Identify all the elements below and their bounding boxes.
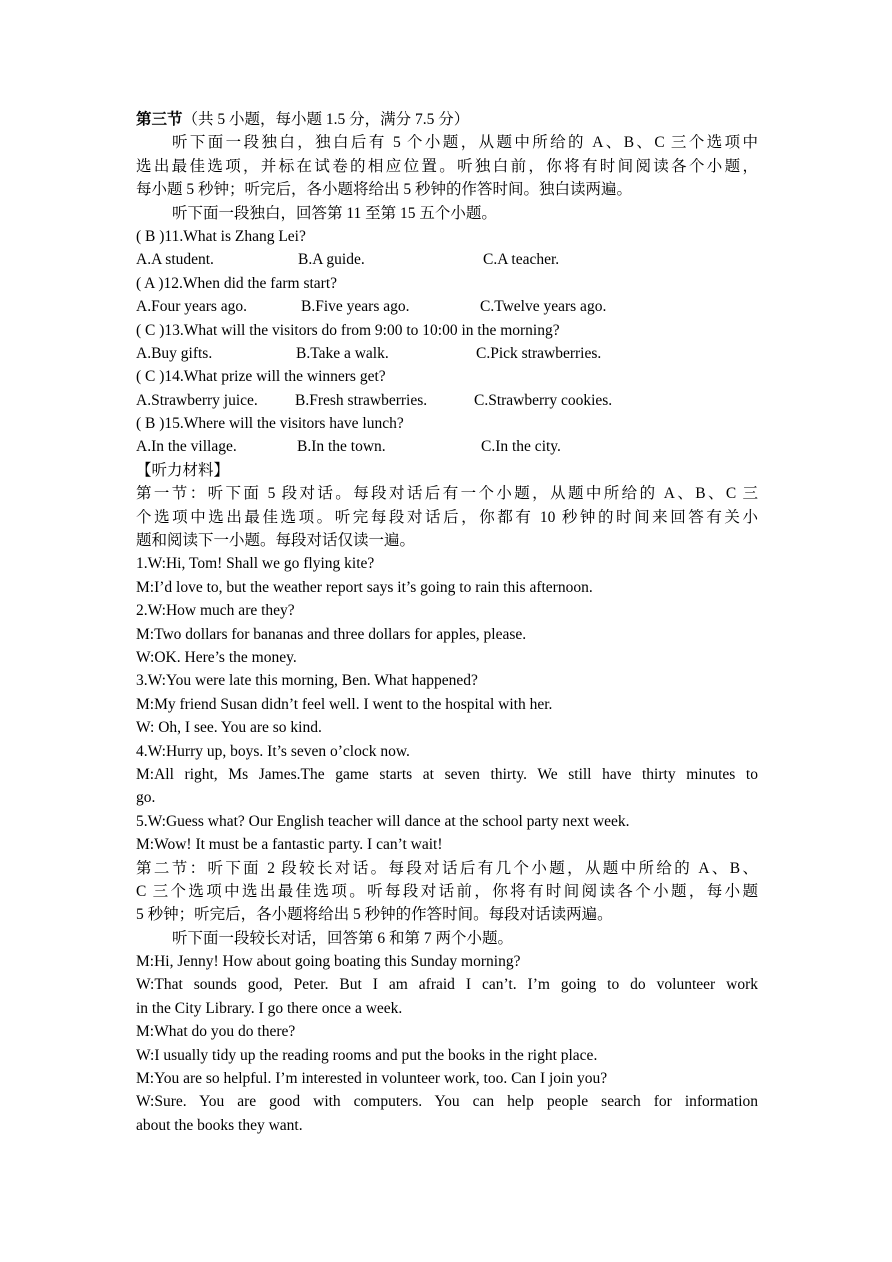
part1-instruction-line: 题和阅读下一小题。每段对话仅读一遍。	[136, 532, 416, 550]
dialogue-line: 1.W:Hi, Tom! Shall we go flying kite?	[136, 555, 375, 573]
dialogue-line: 2.W:How much are they?	[136, 602, 295, 620]
option-a: A.Strawberry juice.	[136, 391, 258, 409]
option-b: B.In the town.	[297, 438, 386, 456]
option-c: C.A teacher.	[483, 251, 560, 269]
option-a: A.In the village.	[136, 438, 237, 456]
question-11-options	[136, 248, 758, 271]
option-c: C.Twelve years ago.	[480, 298, 607, 316]
dialogue-line: go.	[136, 789, 156, 807]
part1-instruction-line: 第一节：听下面 5 段对话。每段对话后有一个小题，从题中所给的 A、B、C 三	[136, 485, 758, 503]
dialogue-line: 3.W:You were late this morning, Ben. What happened?	[136, 672, 478, 690]
question-11: ( B )11.What is Zhang Lei?	[136, 227, 306, 245]
option-a: A.Four years ago.	[136, 298, 248, 316]
option-a: A.Buy gifts.	[136, 344, 213, 362]
option-b: B.A guide.	[298, 251, 365, 269]
section3-heading-bold: 第三节	[136, 111, 183, 128]
section3-instruction-line: 听下面一段独白，独白后有 5 个小题，从题中所给的 A、B、C 三个选项中	[172, 134, 758, 152]
section3-heading	[136, 108, 758, 131]
section3-sub-instruction: 听下面一段独白，回答第 11 至第 15 五个小题。	[172, 204, 497, 222]
dialogue-line: W:That sounds good, Peter. But I am afraid I can’t. I’m going to do volunteer work	[136, 976, 758, 994]
dialogue-line: M:I’d love to, but the weather report says it’s going to rain this afternoon.	[136, 578, 593, 596]
dialogue-line: M:What do you do there?	[136, 1023, 296, 1041]
option-b: B.Fresh strawberries.	[295, 391, 428, 409]
dialogue-line: about the books they want.	[136, 1116, 303, 1134]
section3-instruction-line: 选出最佳选项，并标在试卷的相应位置。听独白前，你将有时间阅读各个小题，	[136, 157, 758, 175]
dialogue-line: M:You are so helpful. I’m interested in volunteer work, too. Can I join you?	[136, 1070, 608, 1088]
section3-instruction-line: 每小题 5 秒钟；听完后，各小题将给出 5 秒钟的作答时间。独白读两遍。	[136, 181, 633, 199]
material-heading: 【听力材料】	[136, 461, 230, 479]
question-14: ( C )14.What prize will the winners get?	[136, 368, 386, 386]
question-13-options	[136, 342, 758, 365]
dialogue-line: W:OK. Here’s the money.	[136, 648, 297, 666]
question-15-options	[136, 435, 758, 458]
dialogue-line: in the City Library. I go there once a week.	[136, 999, 403, 1017]
dialogue-line: W:I usually tidy up the reading rooms and put the books in the right place.	[136, 1046, 598, 1064]
option-c: C.In the city.	[481, 438, 561, 456]
dialogue-line: 4.W:Hurry up, boys. It’s seven o’clock now.	[136, 742, 410, 760]
part1-instruction-line: 个选项中选出最佳选项。听完每段对话后，你都有 10 秒钟的时间来回答有关小	[136, 508, 758, 526]
question-15: ( B )15.Where will the visitors have lunch?	[136, 415, 404, 433]
section3-heading-rest: （共 5 小题，每小题 1.5 分，满分 7.5 分）	[182, 111, 470, 128]
part2-sub-instruction: 听下面一段较长对话，回答第 6 和第 7 两个小题。	[172, 929, 514, 947]
dialogue-line: 5.W:Guess what? Our English teacher will dance at the school party next week.	[136, 812, 630, 830]
dialogue-line: W:Sure. You are good with computers. You can help people search for information	[136, 1093, 758, 1111]
dialogue-line: M:All right, Ms James.The game starts at seven thirty. We still have thirty minutes to	[136, 765, 758, 783]
option-c: C.Pick strawberries.	[476, 344, 602, 362]
option-b: B.Five years ago.	[301, 298, 410, 316]
question-14-options	[136, 389, 758, 412]
dialogue-line: M:Wow! It must be a fantastic party. I can’t wait!	[136, 836, 443, 854]
part2-instruction-line: 第二节：听下面 2 段较长对话。每段对话后有几个小题，从题中所给的 A、B、	[136, 859, 758, 877]
option-c: C.Strawberry cookies.	[474, 391, 613, 409]
dialogue-line: M:Two dollars for bananas and three dollars for apples, please.	[136, 625, 527, 643]
dialogue-line: W: Oh, I see. You are so kind.	[136, 719, 322, 737]
part2-instruction-line: C 三个选项中选出最佳选项。听每段对话前，你将有时间阅读各个小题，每小题	[136, 882, 758, 900]
dialogue-line: M:My friend Susan didn’t feel well. I went to the hospital with her.	[136, 695, 553, 713]
part2-instruction-line: 5 秒钟；听完后，各小题将给出 5 秒钟的作答时间。每段对话读两遍。	[136, 906, 613, 924]
question-13: ( C )13.What will the visitors do from 9:00 to 10:00 in the morning?	[136, 321, 560, 339]
dialogue-line: M:Hi, Jenny! How about going boating this Sunday morning?	[136, 953, 521, 971]
option-b: B.Take a walk.	[296, 344, 389, 362]
question-12-options	[136, 295, 758, 318]
question-12: ( A )12.When did the farm start?	[136, 274, 338, 292]
option-a: A.A student.	[136, 251, 214, 269]
document-page	[136, 108, 758, 1137]
